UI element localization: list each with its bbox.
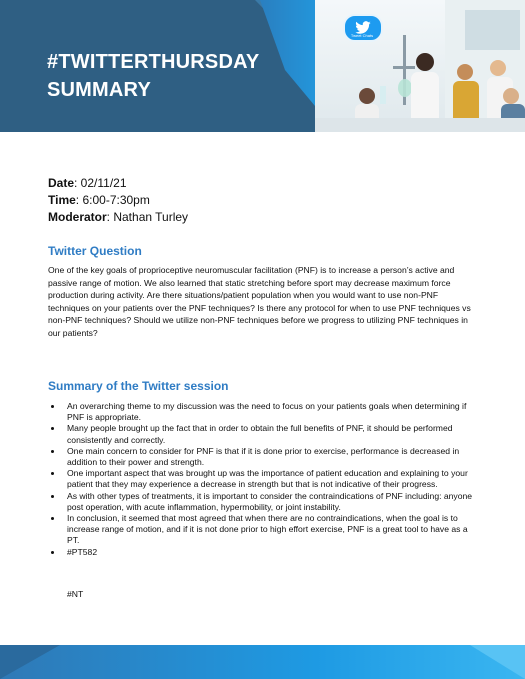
list-item-text: As with other types of treatments, it is important to consider the contraindications of PNF including: anyone post operation, with acute inflammation, hypermobility, or joint instability.	[67, 490, 473, 512]
moderator-value: : Nathan Turley	[106, 210, 189, 224]
list-item-text: One important aspect that was brought up was the importance of patient education and explaining to your patient that they may experience a decrease in strength but that is not indicative of their progress.	[67, 468, 468, 490]
summary-heading: Summary of the Twitter session	[48, 379, 229, 393]
question-heading: Twitter Question	[48, 244, 142, 258]
list-item	[48, 423, 478, 445]
list-item-text: Many people brought up the fact that in order to obtain the full benefits of PNF, it should be performed consistently and correctly.	[67, 423, 453, 445]
bullet-dot	[51, 551, 54, 554]
bullet-dot	[51, 495, 54, 498]
title-line-2: SUMMARY	[47, 79, 151, 101]
bullet-dot	[51, 472, 54, 475]
bullet-dot	[51, 405, 54, 408]
date-label: Date	[48, 176, 75, 190]
list-item-text: #PT582	[67, 546, 98, 557]
list-item-text: An overarching theme to my discussion was the need to focus on your patients goals when determining if PNF is appropriate.	[67, 401, 467, 423]
bullet-dot	[51, 427, 54, 430]
moderator-row	[48, 209, 188, 226]
list-item	[48, 491, 478, 513]
badge-label: Tweet Chats	[350, 33, 374, 38]
list-item	[48, 468, 478, 490]
bullet-dot	[51, 517, 54, 520]
date-row	[48, 175, 188, 192]
time-label: Time	[48, 193, 76, 207]
summary-list	[48, 401, 478, 558]
hashtag-nt: #NT	[67, 589, 84, 599]
time-value: : 6:00-7:30pm	[75, 193, 150, 207]
footer-decoration	[0, 645, 525, 679]
moderator-label: Moderator	[48, 210, 107, 224]
bullet-dot	[51, 450, 54, 453]
session-meta	[48, 175, 188, 226]
list-item	[48, 547, 478, 558]
title-line-1: #TWITTERTHURSDAY	[47, 51, 260, 73]
footer-banner	[0, 645, 525, 679]
list-item-text: In conclusion, it seemed that most agreed that when there are no contraindications, when the goal is to increase range of motion, and if it is not done prior to high effort exercise, PNF is a great tool to have as a PT.	[67, 513, 468, 546]
list-item	[48, 513, 478, 547]
page-title	[47, 48, 259, 104]
question-body: One of the key goals of proprioceptive neuromuscular facilitation (PNF) is to increase a person’s active and passive range of motion. We also learned that static stretching before sport may decrease maximum force production during activity. Are there situations/patient population when you would want to use non-PNF techniques on your patients over the PNF techniques? Is there any protocol for when to use PNF techniques vs non-PNF techniques? Should we utilize non-PNF techniques before we progress to utilizing PNF techniques in our patients?	[48, 265, 471, 338]
time-row	[48, 192, 188, 209]
header-banner	[0, 0, 525, 148]
date-value: : 02/11/21	[74, 176, 127, 190]
list-item	[48, 401, 478, 423]
list-item	[48, 446, 478, 468]
list-item-text: One main concern to consider for PNF is that if it is done prior to exercise, performance is decreased in addition to their power and strength.	[67, 445, 460, 468]
